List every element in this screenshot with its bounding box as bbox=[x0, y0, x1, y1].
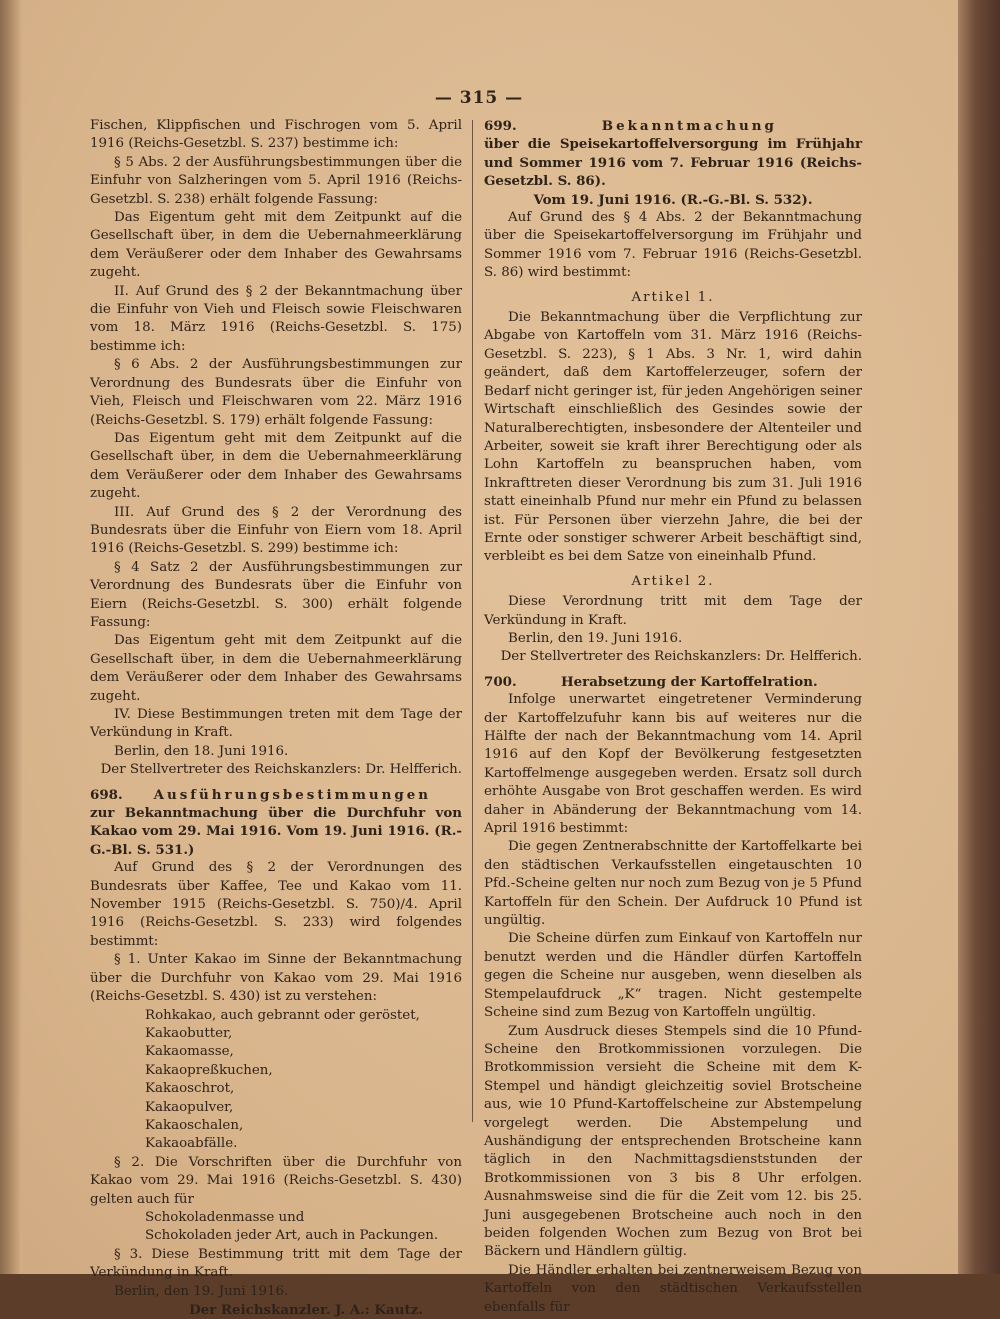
section-heading: Bekanntmachung bbox=[601, 118, 777, 134]
section-header-698 bbox=[90, 786, 462, 804]
paragraph: § 5 Abs. 2 der Ausführungsbestimmungen über die Einfuhr von Salzheringen vom 5. April 1916 (Reichs-Gesetzbl. S. 238) erhält folgende Fassung: bbox=[90, 154, 462, 207]
paragraph: Infolge unerwartet eingetretener Verminderung der Kartoffelzufuhr kann bis auf weiteres nur die Hälfte der nach der Bekanntmachung vom 14. April 1916 auf den Kopf der Bevölkerung festgesetzten Kartoffelmenge ausgegeben werden. Ersatz soll durch erhöhte Ausgabe von Brot geschaffen werden. Es wird daher in Abänderung der Bekanntmachung vom 14. April 1916 bestimmt: bbox=[484, 692, 862, 837]
paragraph: Zum Ausdruck dieses Stempels sind die 10 Pfund-Scheine den Brotkommissionen vorzulegen. Die Brotkommission versieht die Scheine mit dem K-Stempel und händigt gleichzeitig soviel Brotscheine aus, wie 10 Pfund-Kartoffelscheine zur Abstempelung vorgelegt werden. Die Abstempelung und Aushändigung der entsprechenden Brotscheine kann täglich in den Nachmittagsdienststunden der Brotkommissionen von 3 bis 8 Uhr erfolgen. Ausnahmsweise sind die für die Zeit vom 12. bis 25. Juni ausgegebenen Brotscheine auch noch in den beiden folgenden Wochen zum Bezug von Brot bei Bäckern und Händlern gültig. bbox=[484, 1023, 862, 1260]
paragraph: Diese Verordnung tritt mit dem Tage der Verkündung in Kraft. bbox=[484, 594, 862, 628]
section-title: zur Bekanntmachung über die Durchfuhr von Kakao vom 29. Mai 1916. Vom 19. Juni 1916. (R.-G.-Bl. S. 531.) bbox=[90, 805, 462, 858]
left-column bbox=[90, 117, 462, 1319]
paragraph: § 3. Diese Bestimmung tritt mit dem Tage der Verkündung in Kraft. bbox=[90, 1246, 462, 1281]
column-divider bbox=[472, 120, 473, 1122]
paragraph: § 2. Die Vorschriften über die Durchfuhr von Kakao vom 29. Mai 1916 (Reichs-Gesetzbl. S. 430) gelten auch für bbox=[90, 1154, 462, 1207]
paragraph: Auf Grund des § 2 der Verordnungen des Bundesrats über Kaffee, Tee und Kakao vom 11. November 1915 (Reichs-Gesetzbl. S. 750)/4. April 1916 (Reichs-Gesetzbl. S. 233) wird folgendes bestimmt: bbox=[90, 860, 462, 949]
paragraph: Das Eigentum geht mit dem Zeitpunkt auf die Gesellschaft über, in dem die Uebernahmeerklärung dem Veräußerer oder dem Inhaber des Gewahrsams zugeht. bbox=[90, 210, 462, 281]
section-header-700 bbox=[484, 673, 862, 691]
paragraph: Das Eigentum geht mit dem Zeitpunkt auf die Gesellschaft über, in dem die Uebernahmeerklärung dem Veräußerer oder dem Inhaber des Gewahrsams zugeht. bbox=[90, 430, 462, 502]
paragraph: § 6 Abs. 2 der Ausführungsbestimmungen zur Verordnung des Bundesrats über die Einfuhr von Vieh, Fleisch und Fleischwaren vom 22. März 1916 (Reichs-Gesetzbl. S. 179) erhält folgende Fassung: bbox=[90, 357, 462, 428]
paragraph: § 4 Satz 2 der Ausführungsbestimmungen zur Verordnung des Bundesrats über die Einfuhr von Eiern (Reichs-Gesetzbl. S. 300) erhält folgende Fassung: bbox=[90, 559, 462, 630]
paragraph: IV. Diese Bestimmungen treten mit dem Tage der Verkündung in Kraft. bbox=[90, 707, 462, 741]
section-number: 699. bbox=[484, 118, 517, 134]
signature: Der Stellvertreter des Reichskanzlers: Dr. Helfferich. bbox=[500, 649, 862, 665]
section-heading: Herabsetzung der Kartoffelration. bbox=[560, 673, 818, 690]
section-title: über die Speisekartoffelversorgung im Frühjahr und Sommer 1916 vom 7. Februar 1916 (Reichs-Gesetzbl. S. 86). bbox=[484, 136, 862, 190]
paragraph: § 1. Unter Kakao im Sinne der Bekanntmachung über die Durchfuhr von Kakao vom 29. Mai 1916 (Reichs-Gesetzbl. S. 430) ist zu verstehen: bbox=[90, 952, 462, 1005]
paragraph: Das Eigentum geht mit dem Zeitpunkt auf die Gesellschaft über, in dem die Uebernahmeerklärung dem Veräußerer oder dem Inhaber des Gewahrsams zugeht. bbox=[90, 633, 462, 704]
section-number: 698. bbox=[90, 786, 123, 803]
paragraph: Die Händler erhalten bei zentnerweisem Bezug von Kartoffeln von den städtischen Verkaufsstellen ebenfalls für bbox=[484, 1262, 862, 1315]
list-item: Kakaomasse, bbox=[145, 1044, 234, 1060]
paragraph: Die gegen Zentnerabschnitte der Kartoffelkarte bei den städtischen Verkaufsstellen eingetauschten 10 Pfd.-Scheine gelten nur noch zum Bezug von je 5 Pfund Kartoffeln für den Schein. Der Aufdruck 10 Pfund ist ungültig. bbox=[484, 839, 862, 929]
article-heading: Artikel 2. bbox=[631, 573, 715, 589]
signature: Der Stellvertreter des Reichskanzlers: Dr. Helfferich. bbox=[100, 762, 462, 778]
list-item: Kakaopulver, bbox=[145, 1099, 234, 1115]
section-subtitle: Vom 19. Juni 1916. (R.-G.-Bl. S. 532). bbox=[533, 191, 813, 208]
paragraph: Die Scheine dürfen zum Einkauf von Kartoffeln nur benutzt werden und die Händler dürfen Kartoffeln gegen die Scheine nur ausgeben, wenn dieselben als Stempelaufdruck „K“ tragen. Nicht gestempelte Scheine sind zum Bezug von Kartoffeln ungültig. bbox=[484, 931, 862, 1021]
list-item: Schokoladenmasse und bbox=[145, 1209, 305, 1225]
right-column bbox=[484, 117, 862, 1317]
paragraph: Fischen, Klippfischen und Fischrogen vom 5. April 1916 (Reichs-Gesetzbl. S. 237) bestimme ich: bbox=[90, 118, 462, 152]
list-item: Schokoladen jeder Art, auch in Packungen. bbox=[145, 1228, 439, 1244]
list-item: Kakaoschalen, bbox=[145, 1117, 244, 1133]
list-item: Kakaobutter, bbox=[145, 1025, 233, 1041]
section-number: 700. bbox=[484, 673, 517, 690]
list-item: Kakaopreßkuchen, bbox=[145, 1062, 273, 1078]
book-edge bbox=[958, 0, 1000, 1274]
section-heading: Ausführungsbestimmungen bbox=[153, 786, 432, 803]
paragraph: Auf Grund des § 4 Abs. 2 der Bekanntmachung über die Speisekartoffelversorgung im Frühjahr und Sommer 1916 vom 7. Februar 1916 (Reichs-Gesetzbl. S. 86) wird bestimmt: bbox=[484, 210, 862, 281]
paragraph: III. Auf Grund des § 2 der Verordnung des Bundesrats über die Einfuhr von Eiern vom 18. April 1916 (Reichs-Gesetzbl. S. 299) bestimme ich: bbox=[90, 504, 462, 557]
date-line: Berlin, den 18. Juni 1916. bbox=[114, 743, 289, 759]
date-line: Berlin, den 19. Juni 1916. bbox=[114, 1283, 289, 1299]
binding-gutter bbox=[0, 0, 22, 1274]
paragraph: Die Bekanntmachung über die Verpflichtung zur Abgabe von Kartoffeln vom 31. März 1916 (Reichs-Gesetzbl. S. 223), § 1 Abs. 3 Nr. 1, wird dahin geändert, daß dem Kartoffelerzeuger, sofern der Bedarf nicht geringer ist, für jeden Angehörigen seiner Wirtschaft einschließlich des Gesindes sowie der Naturalberechtigten, insbesondere der Altenteiler und Arbeiter, soweit sie kraft ihrer Berechtigung oder als Lohn Kartoffeln zu beanspruchen haben, vom Inkrafttreten dieser Verordnung bis zum 31. Juli 1916 statt eineinhalb Pfund nur mehr ein Pfund zu belassen ist. Für Personen über vierzehn Jahre, die bei der Ernte oder sonstiger schwerer Arbeit beschäftigt sind, verbleibt es bei dem Satze von eineinhalb Pfund. bbox=[484, 310, 862, 565]
page-number: — 315 — bbox=[434, 88, 524, 108]
section-header-699 bbox=[484, 117, 862, 135]
signature: Der Reichskanzler. J. A.: Kautz. bbox=[189, 1302, 423, 1318]
paragraph: II. Auf Grund des § 2 der Bekanntmachung über die Einfuhr von Vieh und Fleisch sowie Fleischwaren vom 18. März 1916 (Reichs-Gesetzbl. S. 175) bestimme ich: bbox=[90, 283, 462, 354]
article-heading: Artikel 1. bbox=[631, 289, 715, 305]
list-item: Kakaoschrot, bbox=[145, 1081, 235, 1097]
list-item: Kakaoabfälle. bbox=[145, 1136, 238, 1152]
kakao-list bbox=[90, 1007, 462, 1154]
list-item: Rohkakao, auch gebrannt oder geröstet, bbox=[145, 1007, 420, 1023]
date-line: Berlin, den 19. Juni 1916. bbox=[508, 630, 683, 646]
